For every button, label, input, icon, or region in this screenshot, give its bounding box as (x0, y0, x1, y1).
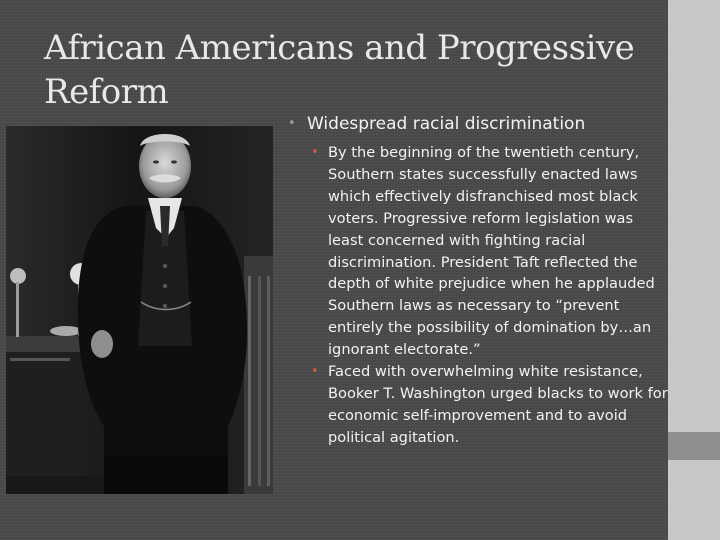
bullet-dot-icon: • (288, 116, 296, 131)
slide-body (287, 112, 672, 449)
bullet-level1 (287, 112, 672, 136)
taft-photo (6, 126, 273, 494)
bullet-dot-icon: • (311, 145, 319, 160)
taft-photo-illustration (6, 126, 273, 494)
sub-bullet-list (309, 142, 672, 449)
sub-bullet-text: Faced with overwhelming white resistance, Booker T. Washington urged blacks to work for economic self-improvement and to avoid political agitation. (328, 363, 668, 446)
slide-title: African Americans and Progressive Reform (44, 28, 635, 112)
bullet-dot-icon: • (311, 364, 319, 380)
sub-bullet-text: By the beginning of the twentieth century, Southern states successfully enacted laws which effectively disfranchised most black voters. Progressive reform legislation was least concerned with fighting racial discrimination. President Taft reflected the depth of white prejudice when he applauded Southern laws as necessary to “prevent entirely the possibility of domination by…an ignorant electorate.” (328, 144, 655, 359)
decorative-right-band-accent (668, 432, 720, 460)
sub-bullet (309, 142, 672, 361)
sub-bullet (309, 361, 672, 449)
bullet-text: Widespread racial discrimination (307, 114, 586, 134)
